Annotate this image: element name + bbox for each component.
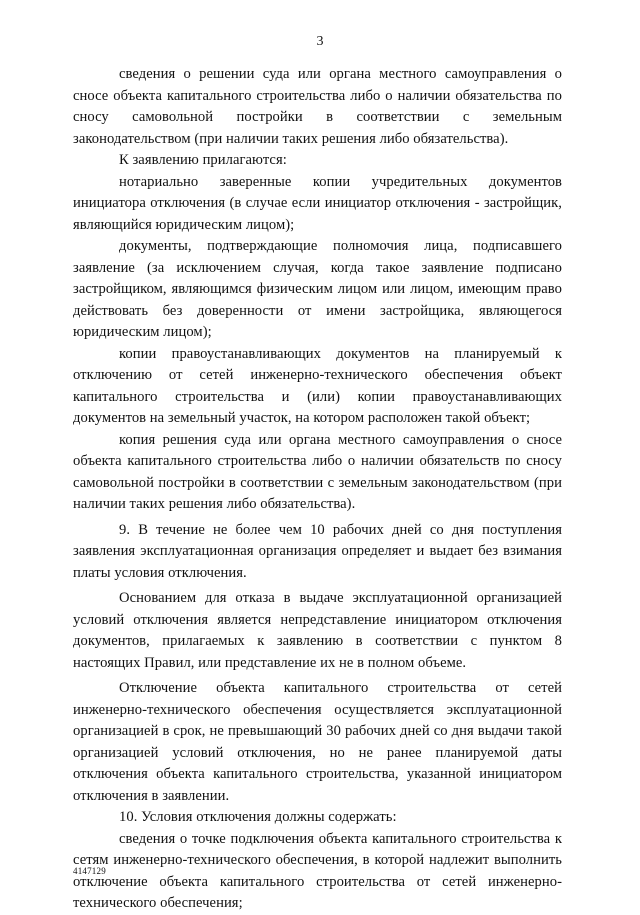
paragraph-refusal-grounds: Основанием для отказа в выдаче эксплуатационной организацией условий отключения является непредставление инициатором отключения документов, прилагаемых к заявлению в соответствии с пунктом 8 настоящих Правил, или представление их не в полном объеме.	[73, 590, 562, 671]
document-id: 4147129	[73, 866, 106, 876]
paragraph-disconnection-term: Отключение объекта капитального строительства от сетей инженерно-технического обеспечения осуществляется эксплуатационной организацией в срок, не превышающий 30 рабочих дней со дня выдачи такой организацией условий отключения, но не ранее планируемой даты отключения объекта капитального строительства, указанной инициатором отключения в заявлении.	[73, 680, 562, 804]
paragraph-attachments-heading: К заявлению прилагаются:	[119, 152, 287, 168]
paragraph-title-documents: копии правоустанавливающих документов на планируемый к отключению от сетей инженерно-технического обеспечения объект капитального строительства и (или) копии правоустанавливающих документов на земельный участок, на котором расположен такой объект;	[73, 345, 562, 426]
paragraph-court-decision-copy: копия решения суда или органа местного самоуправления о сносе объекта капитального строительства либо о наличии обязательств по сносу самовольной постройки в соответствии с земельным законодательством (при наличии таких решения либо обязательства).	[73, 431, 562, 512]
paragraph-authority-documents: документы, подтверждающие полномочия лица, подписавшего заявление (за исключением случая, когда такое заявление подписано застройщиком, являющимся физическим лицом или лицом, имеющим право действовать без доверенности от имени застройщика, являющегося юридическим лицом);	[73, 238, 562, 340]
paragraph-notarized-copies: нотариально заверенные копии учредительных документов инициатора отключения (в случае если инициатор отключения - застройщик, являющийся юридическим лицом);	[73, 173, 562, 233]
paragraph-court-decision-info: сведения о решении суда или органа местного самоуправления о сносе объекта капитального строительства либо о наличии обязательства по сносу самовольной постройки в соответствии с земельным законодательством (при наличии таких решения либо обязательства).	[73, 66, 562, 147]
page-number: 3	[316, 34, 324, 49]
paragraph-clause-10: 10. Условия отключения должны содержать:	[119, 809, 397, 825]
paragraph-clause-9: 9. В течение не более чем 10 рабочих дней со дня поступления заявления эксплуатационная организация определяет и выдает без взимания платы условия отключения.	[73, 521, 562, 581]
document-body	[73, 64, 562, 915]
paragraph-connection-point-info: сведения о точке подключения объекта капитального строительства к сетям инженерно-технического обеспечения, в которой надлежит выполнить отключение объекта капитального строительства от сетей инженерно-технического обеспечения;	[73, 830, 562, 911]
